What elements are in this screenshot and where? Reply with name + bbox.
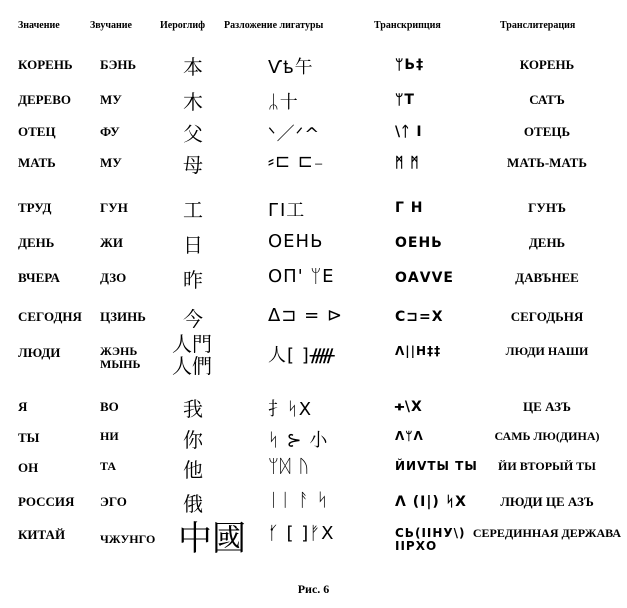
- header-transliteration: Транслитерация: [500, 20, 576, 31]
- cell-ligature: ᐠ／ᐟ^: [268, 124, 321, 145]
- cell-hieroglyph: 昨: [183, 268, 203, 292]
- cell-sound: ЭГО: [100, 494, 127, 509]
- cell-transliteration: СЕГОДЬНЯ: [510, 309, 584, 324]
- cell-meaning: ВЧЕРА: [18, 270, 60, 285]
- cell-hieroglyph: 今: [183, 307, 203, 331]
- cell-transcription: ОАVVЕ: [395, 270, 454, 286]
- cell-transcription: ᐱ||Н‡‡: [395, 344, 442, 358]
- cell-ligature: 人[ ]ᚏ: [268, 345, 336, 366]
- cell-transliteration: САТЪ: [529, 92, 565, 107]
- cell-sound: ФУ: [100, 124, 120, 139]
- cell-hieroglyph: 他: [183, 458, 203, 482]
- cell-ligature: ᛘᛞ ᚢ: [268, 456, 311, 477]
- cell-ligature: ГI工: [268, 200, 306, 221]
- header-sound: Звучание: [90, 20, 132, 31]
- cell-meaning: РОССИЯ: [18, 494, 75, 509]
- cell-ligature: ОΠ' ᛘЕ: [268, 266, 335, 287]
- cell-sound: ЦЗИНЬ: [100, 309, 146, 324]
- cell-meaning: ДЕНЬ: [18, 235, 55, 250]
- cell-transliteration: ЙИ ВТОРЫЙ ТЫ: [498, 459, 596, 473]
- cell-ligature: ⸗⊏ ⊏₋: [268, 151, 325, 172]
- cell-hieroglyph: 人門 人們: [172, 332, 212, 378]
- cell-sound: НИ: [100, 429, 119, 443]
- cell-hieroglyph: 我: [183, 397, 203, 421]
- cell-sound: ГУН: [100, 200, 128, 215]
- cell-transliteration: ЛЮДИ ЦЕ АЗЪ: [500, 494, 594, 509]
- cell-meaning: ЛЮДИ: [18, 345, 61, 360]
- cell-meaning: ОТЕЦ: [18, 124, 56, 139]
- cell-ligature: Ѵҍ午: [268, 57, 314, 78]
- cell-transcription: С⊐=Χ: [395, 309, 444, 325]
- cell-sound: ЧЖУНГО: [100, 532, 156, 546]
- cell-hieroglyph: 本: [183, 55, 203, 79]
- cell-sound: МУ: [100, 92, 122, 107]
- cell-ligature: ᛋ ⊱ 小: [268, 430, 329, 451]
- cell-ligature: ᛁᛁ ᚨ ᛋ: [268, 490, 329, 511]
- cell-hieroglyph: 日: [183, 233, 203, 257]
- cell-sound: ВО: [100, 399, 119, 414]
- cell-meaning: ТЫ: [18, 430, 40, 445]
- cell-meaning: СЕГОДНЯ: [18, 309, 82, 324]
- cell-hieroglyph: 工: [183, 198, 203, 222]
- cell-ligature: ᐃ⊐ = ⊳: [268, 305, 344, 326]
- cell-sound: ЖИ: [100, 235, 123, 250]
- cell-ligature: ОЕНЬ: [268, 231, 324, 252]
- cell-hieroglyph: 俄: [183, 492, 203, 516]
- cell-sound: МУ: [100, 155, 122, 170]
- cell-hieroglyph: 你: [183, 428, 203, 452]
- cell-transliteration: ГУНЪ: [528, 200, 566, 215]
- cell-hieroglyph: 父: [183, 122, 203, 146]
- cell-meaning: КИТАЙ: [18, 527, 66, 542]
- cell-hieroglyph: 木: [183, 90, 203, 114]
- cell-transliteration: СЕРЕДИННАЯ ДЕРЖАВА: [472, 526, 622, 540]
- header-meaning: Значение: [18, 20, 60, 31]
- cell-transliteration: ДЕНЬ: [528, 235, 566, 250]
- cell-transcription: ᛗ ᛗ: [395, 155, 420, 171]
- cell-sound: ДЗО: [100, 270, 127, 285]
- cell-transliteration: ДАВЪНЕЕ: [515, 270, 579, 285]
- cell-transcription: СЬ(IIНУ\) IIРХО: [395, 526, 466, 553]
- cell-transcription: Г Н: [395, 200, 424, 216]
- cell-transliteration: САМЬ ЛЮ(ДИНА): [494, 429, 600, 443]
- cell-transcription: \ᛏ I: [395, 124, 423, 140]
- cell-transcription: ᐱᛘᐱ: [395, 429, 424, 443]
- cell-sound: ТА: [100, 459, 117, 473]
- header-transcription: Транскрипция: [374, 20, 441, 31]
- figure-caption: Рис. 6: [297, 582, 330, 596]
- cell-transliteration: ЛЮДИ НАШИ: [505, 344, 589, 358]
- cell-ligature: 扌ᛋX: [268, 399, 313, 420]
- cell-transcription: ᛘТ: [395, 92, 415, 108]
- cell-transcription: ЙИVТЫ ТЫ: [395, 459, 478, 473]
- header-hieroglyph: Иероглиф: [160, 20, 206, 31]
- cell-ligature: ᛦ十: [268, 92, 299, 113]
- cell-transliteration: МАТЬ-МАТЬ: [507, 155, 587, 170]
- cell-ligature: ᚶ [ ]ᚠX: [268, 523, 335, 544]
- cell-transliteration: ЦЕ АЗЪ: [523, 399, 571, 414]
- cell-meaning: КОРЕНЬ: [18, 57, 73, 72]
- cell-hieroglyph: 母: [183, 153, 203, 177]
- cell-meaning: Я: [18, 399, 28, 414]
- cell-transcription: ᐱ (I|) ᛋX: [395, 494, 467, 510]
- cell-sound: БЭНЬ: [100, 57, 137, 72]
- cell-meaning: МАТЬ: [18, 155, 56, 170]
- cell-transcription: ᛘЬ‡: [395, 57, 425, 73]
- cell-meaning: ТРУД: [18, 200, 52, 215]
- cell-meaning: ОН: [18, 460, 39, 475]
- cell-transcription: ᚐ\X: [395, 399, 423, 415]
- cell-transliteration: ОТЕЦЬ: [523, 124, 571, 139]
- cell-sound: ЖЭНЬ МЫНЬ: [100, 344, 141, 371]
- cell-meaning: ДЕРЕВО: [18, 92, 72, 107]
- cell-transliteration: КОРЕНЬ: [519, 57, 575, 72]
- cell-transcription: ОЕНЬ: [395, 235, 443, 251]
- header-ligature: Разложение лигатуры: [224, 20, 324, 31]
- cell-hieroglyph: 中國: [178, 519, 246, 559]
